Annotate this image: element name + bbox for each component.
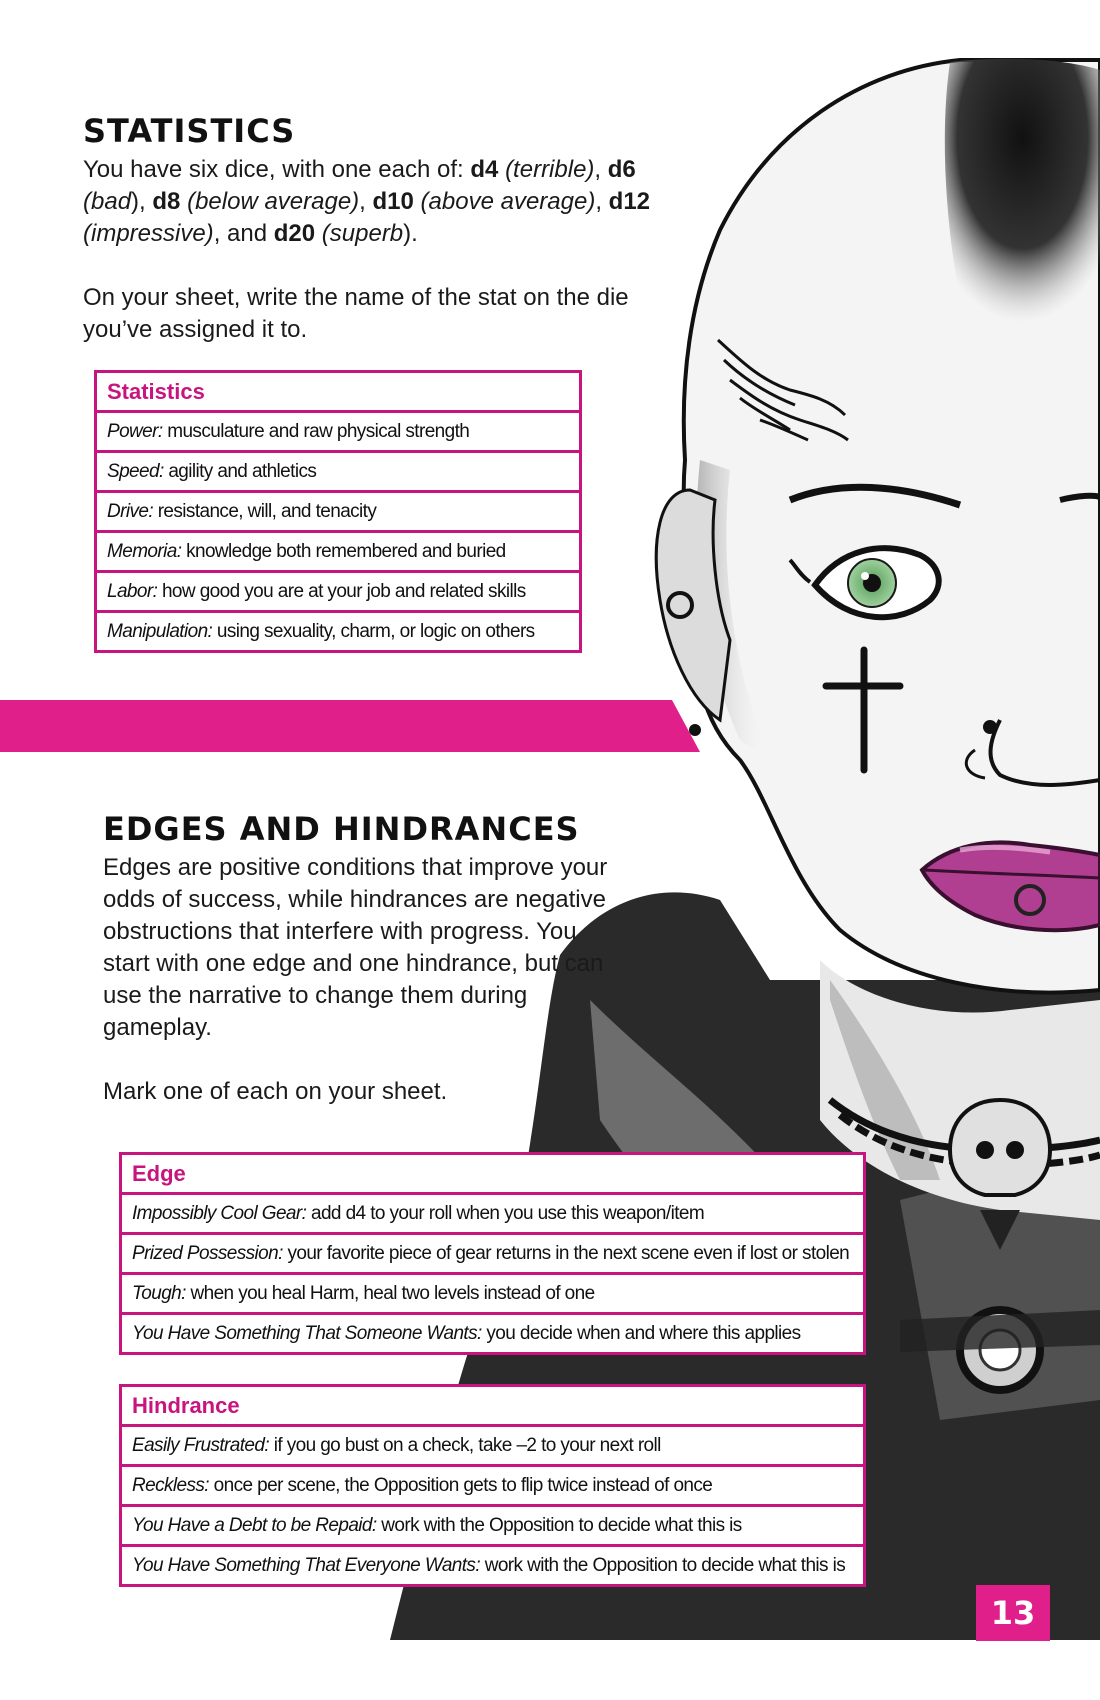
hindrance-term: Reckless:: [132, 1474, 209, 1496]
statistics-instruction: On your sheet, write the name of the stat on the die you’ve assigned it to.: [83, 284, 629, 343]
hindrance-term: Easily Frustrated:: [132, 1434, 270, 1456]
hindrance-desc: work with the Opposition to decide what this is: [381, 1514, 742, 1536]
table-row: [121, 1426, 865, 1466]
stat-term: Drive:: [107, 500, 154, 522]
table-row: [96, 452, 581, 492]
page-number: 13: [976, 1585, 1050, 1641]
edge-desc: you decide when and where this applies: [486, 1322, 801, 1344]
table-row: [121, 1506, 865, 1546]
statistics-table: [94, 370, 582, 653]
edge-term: Impossibly Cool Gear:: [132, 1202, 307, 1224]
edge-desc: when you heal Harm, heal two levels instead of one: [190, 1282, 595, 1304]
edge-term: Tough:: [132, 1282, 186, 1304]
statistics-table-header: Statistics: [96, 372, 581, 412]
edges-heading: EDGES AND HINDRANCES: [103, 810, 580, 848]
stat-desc: how good you are at your job and related skills: [161, 580, 526, 602]
table-row: [121, 1234, 865, 1274]
hindrance-term: You Have Something That Everyone Wants:: [132, 1554, 481, 1576]
stat-desc: knowledge both remembered and buried: [186, 540, 506, 562]
statistics-intro: You have six dice, with one each of: d4 (terrible), d6 (bad), d8 (below average), d10 (above average), d12 (impressive), and d20 (superb).: [83, 156, 651, 247]
table-row: [96, 492, 581, 532]
edge-table-header: Edge: [121, 1154, 865, 1194]
statistics-section: [83, 112, 683, 346]
table-row: [121, 1386, 865, 1426]
edge-term: Prized Possession:: [132, 1242, 283, 1264]
stat-desc: musculature and raw physical strength: [167, 420, 470, 442]
statistics-heading: STATISTICS: [83, 112, 296, 150]
table-row: [121, 1154, 865, 1194]
edges-section: [103, 810, 623, 1108]
stat-term: Manipulation:: [107, 620, 213, 642]
hindrance-desc: if you go bust on a check, take –2 to your next roll: [273, 1434, 661, 1456]
table-row: [96, 612, 581, 652]
table-row: [96, 532, 581, 572]
edge-table-wrap: [119, 1152, 866, 1355]
stat-desc: using sexuality, charm, or logic on others: [216, 620, 535, 642]
table-row: [121, 1274, 865, 1314]
hindrance-term: You Have a Debt to be Repaid:: [132, 1514, 377, 1536]
hindrance-table-header: Hindrance: [121, 1386, 865, 1426]
hindrance-table: [119, 1384, 866, 1587]
edges-intro: Edges are positive conditions that improve your odds of success, while hindrances are negative obstructions that interfere with progress. You start with one edge and one hindrance, but can use the narrative to change them during gameplay.: [103, 854, 608, 1041]
stat-term: Labor:: [107, 580, 158, 602]
stat-term: Power:: [107, 420, 163, 442]
table-row: [121, 1314, 865, 1354]
statistics-table-wrap: [94, 370, 582, 653]
edge-term: You Have Something That Someone Wants:: [132, 1322, 482, 1344]
table-row: [96, 372, 581, 412]
edge-desc: add d4 to your roll when you use this weapon/item: [311, 1202, 705, 1224]
hindrance-desc: once per scene, the Opposition gets to flip twice instead of once: [213, 1474, 713, 1496]
table-row: [121, 1194, 865, 1234]
section-divider-band: [0, 700, 700, 752]
edges-instruction: Mark one of each on your sheet.: [103, 1078, 448, 1105]
table-row: [96, 412, 581, 452]
hindrance-desc: work with the Opposition to decide what this is: [484, 1554, 846, 1576]
stat-desc: agility and athletics: [168, 460, 317, 482]
stat-term: Speed:: [107, 460, 164, 482]
table-row: [121, 1466, 865, 1506]
hindrance-table-wrap: [119, 1384, 866, 1587]
edge-desc: your favorite piece of gear returns in the next scene even if lost or stolen: [287, 1242, 850, 1264]
stat-desc: resistance, will, and tenacity: [157, 500, 377, 522]
edge-table: [119, 1152, 866, 1355]
stat-term: Memoria:: [107, 540, 182, 562]
table-row: [121, 1546, 865, 1586]
table-row: [96, 572, 581, 612]
